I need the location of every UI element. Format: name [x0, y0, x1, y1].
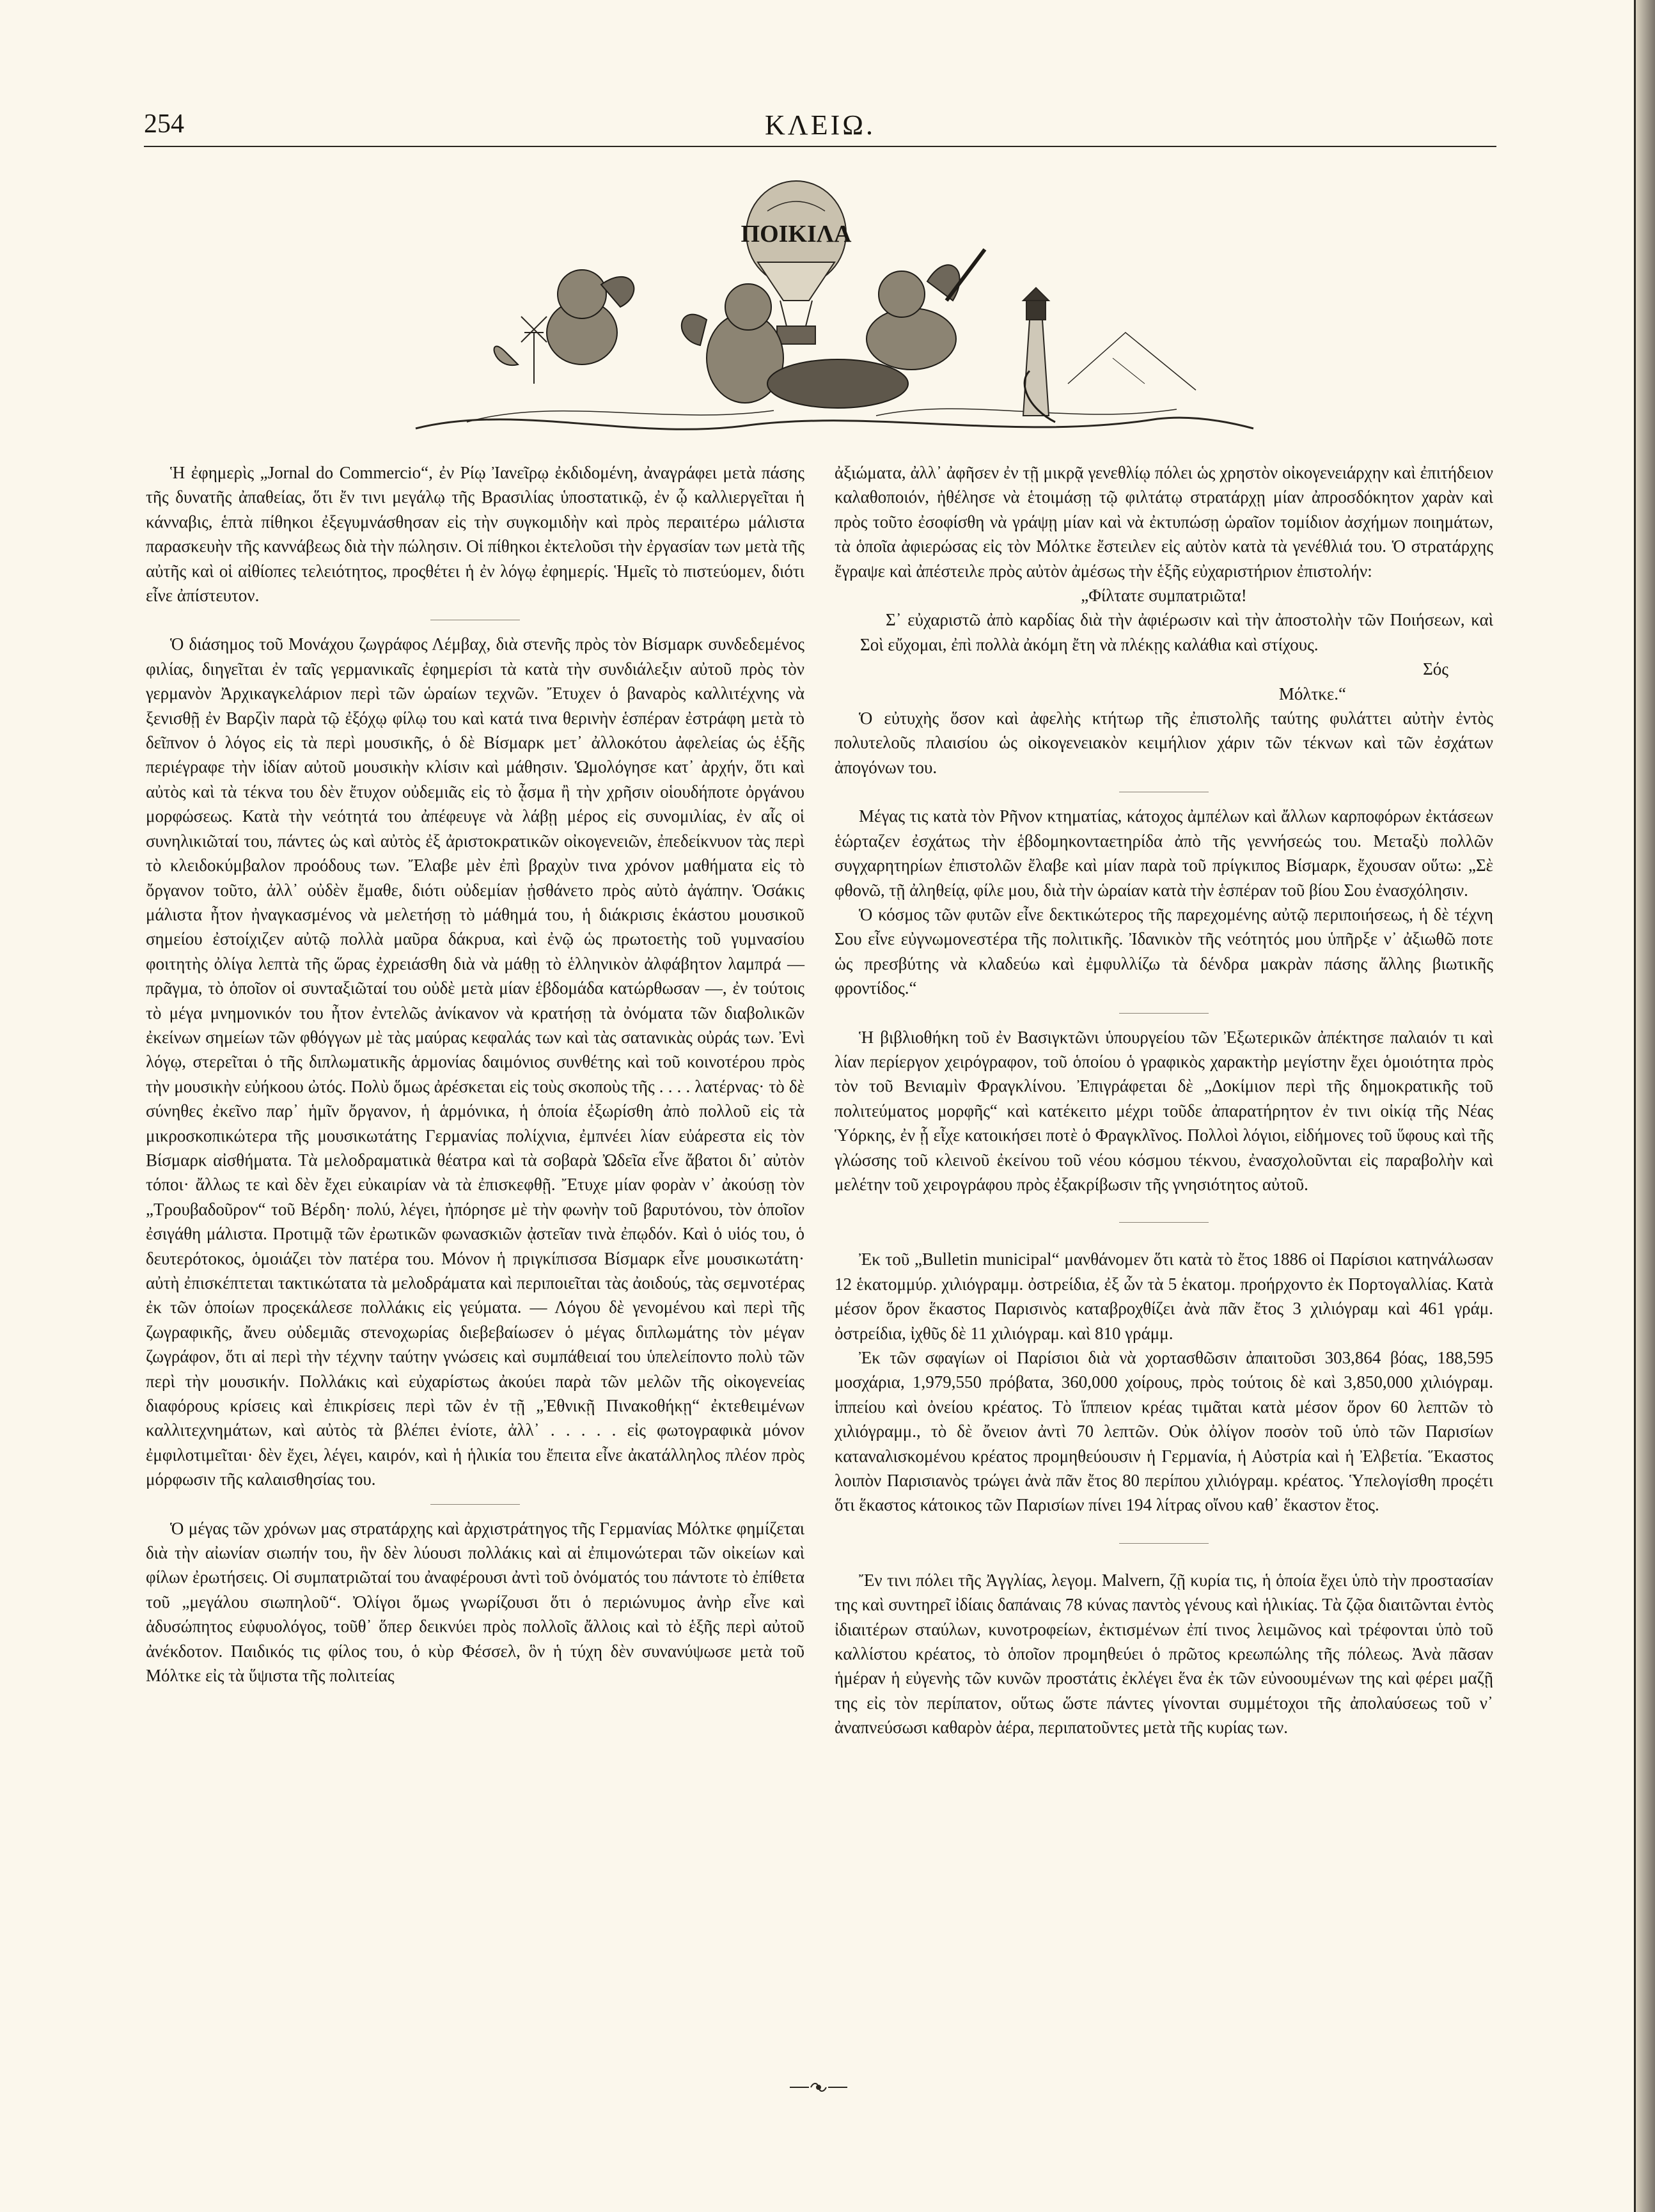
section-separator: [1119, 1543, 1209, 1544]
article-monkeys-hemp: Ἡ ἐφημερὶς „Jornal do Commercio“, ἐν Ρίῳ Ἰανεῖρῳ ἐκδιδομένη, ἀναγράφει μετὰ πάσης τῆς δυνατῆς ἀπαθείας, ὅτι ἔν τινι μεγάλῳ τῆς Βρασιλίας ὑποστατικῷ, ἐν ᾧ καλλιεργεῖται ἡ κάνναβις, ἑπτὰ πίθηκοι ἐξεγυμνάσθησαν εἰς τὴν συγκομιδὴν καὶ πρὸς περαιτέρω μάλιστα παρασκευὴν τῆς καννάβεως διὰ τὴν πώλησιν. Οἱ πίθηκοι ἐκτελοῦσι τὴν ἐργασίαν των μετὰ τῆς αὐτῆς καὶ οἱ αἰθίοπες τελειότητος, προςθέτει ἡ ἐν λόγῳ ἐφημερίς. Ἡμεῖς τὸ πιστεύομεν, διότι εἶνε ἀπίστευτον.: [146, 463, 804, 606]
right-column: [835, 460, 1493, 1740]
page-gutter-shadow: [1636, 0, 1655, 2212]
section-separator: [1119, 1222, 1209, 1223]
article-bismarck-music: Ὁ διάσημος τοῦ Μονάχου ζωγράφος Λέμβαχ, διὰ στενῆς πρὸς τὸν Βίσμαρκ συνδεδεμένος φιλίας, διηγεῖται ἐν ταῖς γερμανικαῖς ἐφημερίσι τὰ κατὰ τὴν συνδιάλεξιν αὐτοῦ πρὸς τὸν γερμανὸν Ἀρχικαγκελάριον περὶ τῶν ὡραίων τεχνῶν. Ἔτυχεν ὁ βαναρὸς καλλιτέχνης νὰ ξενισθῇ ἐν Βαρζὶν παρὰ τῷ ἐξόχῳ φίλῳ του καὶ κατά τινα θερινὴν ἑσπέραν ἐστράφη μετὰ τὸ δεῖπνον ὁ λόγος εἰς τὰ περὶ μουσικῆς, ὁ δὲ Βίσμαρκ μετ᾽ ἀλλοκότου ἀφελείας ὡς ἑξῆς περιέγραφε τὴν ἰδίαν αὐτοῦ μουσικὴν κλίσιν καὶ μάθησιν. Ὡμολόγησε κατ᾽ ἀρχήν, ὅτι καὶ αὐτὸς καὶ τὰ τέκνα του δὲν ἔτυχον οὐδεμιᾶς εἰς τὸ ᾆσμα ἢ τὴν χρῆσιν οἱουδήποτε ὀργάνου μορφώσεως. Κατὰ τὴν νεότητά του ἀπέφευγε νὰ λάβῃ μέρος εἰς συνομιλίας, ἐν αἷς οἱ συνηλικιῶταί του, πάντες ὡς καὶ αὐτὸς ἐξ ἀριστοκρατικῶν οἰκογενειῶν, ἐπεδείκνυον τὰς περὶ τὸ κλειδοκύμβαλον προόδους των. Ἔλαβε μὲν ἐπὶ βραχὺν τινα χρόνον μαθήματα εἰς τὸ ὄργανον τοῦτο, ἀλλ᾽ οὐδὲν ἔμαθε, διότι οὐδεμίαν ᾐσθάνετο πρὸς αὐτὸ ἀγάπην. Ὁσάκις μάλιστα ἦτον ἠναγκασμένος νὰ μελετήσῃ τὸ μάθημά του, ἡ διάκρισις ἑκάστου μουσικοῦ σημείου ἐστοίχιζεν αὐτῷ πολλὰ μαῦρα δάκρυα, καὶ ἐνῷ ὡς πρωτοετὴς τοῦ γυμνασίου φοιτητὴς ὀλίγα λεπτὰ τῆς ὥρας ἐχρειάσθη διὰ νὰ μάθῃ τὸ ἑλληνικὸν ἀλφάβητον λαμπρά — πρᾶγμα, τὸ ὁποῖον οἱ συνταξιῶταί του οὐδὲ μετὰ μίαν ἑβδομάδα κατώρθωσαν —, ἐν τούτοις τὸ μέγα μνημονικόν του ἦτον ἐντελῶς ἀνίκανον νὰ κρατήσῃ τὰ ὀνόματα τῶν διαβολικῶν ἐκείνων σημείων τῶν φθόγγων μὲ τὰς μαύρας κεφαλάς των καὶ τὰς σατανικὰς οὐράς των. Ἐνὶ λόγῳ, στερεῖται ὁ τῆς διπλωματικῆς ἁρμονίας δαιμόνιος συνθέτης καὶ τοῦ κοινοτέρου πρὸς τὴν μουσικὴν εὐήκοου ὠτός. Πολὺ ὅμως ἀρέσκεται εἰς τοὺς σκοποὺς τῆς . . . . λατέρνας· τὸ δὲ σύνηθες ἐκεῖνο παρ᾽ ἡμῖν ὄργανον, ἡ ἁρμόνικα, ἡ ὁποία ἐξωρίσθη ἀπὸ πολλοῦ εἰς τὰ μικροσκοπικώτερα τῆς μουσικωτάτης Γερμανίας πολίχνια, ἐμπνέει λίαν εὐάρεστα εἰς τὸν Βίσμαρκ αἰσθήματα. Τὰ μελοδραματικὰ θέατρα καὶ τὰ σοβαρὰ Ὠδεῖα εἶνε ἄβατοι δι᾽ αὐτὸν τόποι· ἄλλως τε καὶ δὲν ἔχει εὐκαιρίαν νὰ τὰ ἐπισκεφθῇ. Ἔτυχε μίαν φορὰν ν᾽ ἀκούσῃ τὸν „Τρουβαδοῦρον“ τοῦ Βέρδη· πολύ, λέγει, ἠπόρησε μὲ τὴν φωνὴν τοῦ βαρυτόνου, τὸν ὁποῖον ἐσιγάθη μάλιστα. Προτιμᾷ τῶν ἐρωτικῶν φωνασκιῶν ᾀστεῖαν τινὰ ἐπῳδόν. Καὶ ὁ υἱός του, ὁ δευτερότοκος, ὁμοιάζει τὸν πατέρα του. Μόνον ἡ πριγκίπισσα Βίσμαρκ εἶνε μουσικωτάτη· αὐτὴ ἐπισκέπτεται τακτικώτατα τὰ μελοδράματα καὶ περιποιεῖται τὰς ἀοιδούς, τὰς σεμνοτέρας ἐκ τῶν ὁποίων προςεκάλεσε πολλάκις εἰς γεύματα. — Λόγου δὲ γενομένου καὶ περὶ τῆς ζωγραφικῆς, ἄνευ οὐδεμιᾶς στενοχωρίας διεβεβαίωσεν ὁ μέγας διπλωμάτης τὸν μέγαν ζωγράφον, ὅτι αἱ περὶ τὴν τέχνην ταύτην γνώσεις καὶ συμπάθειαί του ὑπελείποντο πολὺ τῶν περὶ τὴν μουσικήν. Πολλάκις καὶ εὐχαρίστως ἀκούει παρὰ τῶν μελῶν τῆς οἰκογενείας διαφόρους κρίσεις καὶ ἐπικρίσεις περὶ τῶν ἐν τῇ „Ἐθνικῇ Πινακοθήκῃ“ ἐκτεθειμένων καλλιτεχνημάτων, καὶ αὐτὸς τὰ βλέπει ἐνίοτε, ἀλλ᾽ . . . . . εἰς φωτογραφικὰ μόνον ἐμφιλοτιμεῖται· δὲν ἔχει, λέγει, καιρόν, καὶ ἡ ἡλικία του ἔπειτα εἶνε ἀκατάλληλος πλέον πρὸς μόρφωσιν τῆς καλαισθησίας του.: [146, 634, 804, 1489]
running-head: ΚΛΕΙΩ.: [765, 109, 875, 141]
end-ornament: [787, 2081, 851, 2094]
article-malvern-dogs: Ἔν τινι πόλει τῆς Ἀγγλίας, λεγομ. Malvern, ζῇ κυρία τις, ἡ ὁποία ἔχει ὑπὸ τὴν προστασίαν της καὶ συντηρεῖ ἰδίαις δαπάναις 78 κύνας παντὸς γένους καὶ ἡλικίας. Τὰ ζῷα διαιτῶνται ἐντὸς ἰδιαιτέρων σταύλων, κυνοτροφείων, ἐκτισμένων ἐπί τινος λειμῶνος καὶ τρέφονται ὑπὸ τοῦ καλλίστου κρέατος, τὸ ὁποῖον προμηθεύει ὁ πρῶτος κρεωπώλης τῆς πόλεως. Ἀνὰ πᾶσαν ἡμέραν ἡ εὐγενὴς τῶν κυνῶν προστάτις ἐκλέγει ἕνα ἐκ τῶν εὐνοουμένων της καὶ φέρει μαζῇ της εἰς τὸν περίπατον, οὕτως ὥστε πάντες γίνονται συμμέτοχοι τῆς ἀπολαύσεως τοῦ ν᾽ ἀναπνεύσωσι καθαρὸν ἀέρα, περιπατοῦντες μετὰ τῆς κυρίας των.: [835, 1570, 1493, 1737]
letter-signature: Μόλτκε.“: [1278, 684, 1346, 703]
section-separator: [430, 1504, 520, 1505]
article-moltke-continued: ἀξιώματα, ἀλλ᾽ ἀφῆσεν ἐν τῇ μικρᾷ γενεθλίῳ πόλει ὡς χρηστὸν οἰκογενειάρχην καὶ ἐπιτήδειον καλαθοποιόν, ἠθέλησε νὰ ἑτοιμάσῃ τῷ φιλτάτῳ στρατάρχῃ μίαν ἀπροσδόκητον χαρὰν καὶ πρὸς τοῦτο ἐσοφίσθη νὰ γράψῃ μίαν καὶ νὰ ἐκτυπώσῃ ὡραῖον τομίδιον ἀσχήμων ποιημάτων, τὰ ὁποῖα ἀφιερώσας εἰς τὸν Μόλτκε ἔστειλεν εἰς αὐτὸν κατὰ τὰ γενέθλιά του. Ὁ στρατάρχης ἔγραψε καὶ ἀπέστειλε πρὸς αὐτὸν ἀμέσως τὴν ἑξῆς εὐχαριστήριον ἐπιστολήν:: [835, 463, 1493, 581]
left-column: [146, 460, 804, 1688]
letter-closing: Σός: [1423, 659, 1448, 679]
article-franklin-manuscript: Ἡ βιβλιοθήκη τοῦ ἐν Βασιγκτῶνι ὑπουργείου τῶν Ἐξωτερικῶν ἀπέκτησε παλαιόν τι καὶ λίαν περίεργον χειρόγραφον, τοῦ ὁποίου ὁ γραφικὸς χαρακτὴρ μεγίστην ἔχει ὁμοιότητα πρὸς τὸν τοῦ Βενιαμὶν Φραγκλίνου. Ἐπιγράφεται δὲ „Δοκίμιον περὶ τῆς δημοκρατικῆς τοῦ πολιτεύματος μορφῆς“ καὶ κατέκειτο μέχρι τοῦδε ἀπαρατήρητον ἐν τινι οἰκίᾳ τῆς Νέας Ὑόρκης, ἐν ᾗ εἶχε κατοικήσει ποτὲ ὁ Φραγκλῖνος. Πολλοὶ λόγιοι, εἰδήμονες τοῦ ὕφους καὶ τῆς γλώσσης τοῦ κλεινοῦ ἐκείνου τοῦ νέου κόσμου τέκνου, ἐνασχολοῦνται εἰς παραβολὴν καὶ μελέτην τοῦ χειρογράφου πρὸς ἐξακρίβωσιν τῆς γνησιότητος αὐτοῦ.: [835, 1027, 1493, 1194]
section-separator: [1119, 1013, 1209, 1014]
article-moltke-end: Ὁ εὐτυχὴς ὅσον καὶ ἀφελὴς κτήτωρ τῆς ἐπιστολῆς ταύτης φυλάττει αὐτὴν ἐντὸς πολυτελοῦς πλαισίου ὡς οἰκογενειακὸν κειμήλιον χάριν τῶν τέκνων καὶ τῶν ἐσχάτων ἀπογόνων του.: [835, 709, 1493, 777]
article-paris-oysters: Ἐκ τοῦ „Bulletin municipal“ μανθάνομεν ὅτι κατὰ τὸ ἔτος 1886 οἱ Παρίσιοι κατηνάλωσαν 12 ἑκατομμύρ. χιλιόγραμμ. ὀστρείδια, ἐξ ὧν τὰ 5 ἑκατομ. προήρχοντο ἐκ Πορτογαλλίας. Κατὰ μέσον ὅρον ἕκαστος Παρισινὸς καταβροχθίζει ἀνὰ πᾶν ἔτος 3 χιλιόγραμ καὶ 461 γράμ. ὀστρείδια, ἰχθῦς δὲ 11 χιλιόγραμ. καὶ 810 γράμμ.: [835, 1250, 1493, 1343]
article-paris-meat: Ἐκ τῶν σφαγίων οἱ Παρίσιοι διὰ νὰ χορτασθῶσιν ἀπαιτοῦσι 303,864 βόας, 188,595 μοσχάρια, 1,979,550 πρόβατα, 360,000 χοίρους, πρὸς τούτοις δὲ καὶ 3,850,000 χιλιόγραμ. ἱππείου καὶ ὀνείου κρέατος. Τὸ ἵππειον κρέας τιμᾶται κατὰ μέσον ὅρον 60 λεπτῶν τὸ χιλιόγραμμ., τὸ δὲ ὄνειον ἀντὶ 70 λεπτῶν. Οὐκ ὀλίγον ποσὸν τοῦ ὑπὸ τῶν Παρισίων καταναλισκομένου κρέατος προμηθεύουσιν ἡ Γερμανία, ἡ Αὐστρία καὶ ἡ Ἐλβετία. Ἕκαστος λοιπὸν Παρισιανὸς τρώγει ἀνὰ πᾶν ἔτος 80 περίπου χιλιόγραμ. κρέατος. Ὑπελογίσθη προςέτι ὅτι ἕκαστος κάτοικος τῶν Παρισίων πίνει 194 λίτρας οἴνου καθ᾽ ἕκαστον ἔτος.: [835, 1348, 1493, 1515]
page-header: [144, 109, 1496, 147]
header-rule: [144, 146, 1496, 147]
letter-body: Σ᾽ εὐχαριστῶ ἀπὸ καρδίας διὰ τὴν ἀφιέρωσιν καὶ τὴν ἀποστολὴν τῶν Ποιήσεων, καὶ Σοὶ εὔχομαι, ἐπὶ πολλὰ ἀκόμη ἔτη νὰ πλέκῃς καλάθια καὶ στίχους.: [860, 610, 1493, 654]
page-number: 254: [144, 109, 184, 139]
poikila-vignette: [390, 173, 1260, 448]
article-rhine-landowner: Μέγας τις κατὰ τὸν Ρῆνον κτηματίας, κάτοχος ἀμπέλων καὶ ἄλλων καρποφόρων ἐκτάσεων ἑώρταζεν ἐσχάτως τὴν ἑβδομηκονταετηρίδα ἀπὸ τῆς γεννήσεώς του. Μεταξὺ πολλῶν συγχαρητηρίων ἐπιστολῶν ἔλαβε καὶ μίαν παρὰ τοῦ πρίγκιπος Βίσμαρκ, ἔχουσαν οὕτω: „Σὲ φθονῶ, τῇ ἀληθείᾳ, φίλε μου, διὰ τὴν ὡραίαν κατὰ τὴν ἑσπέραν τοῦ βίου Σου ἐνασχόλησιν.: [835, 806, 1493, 900]
balloon-title: ΠΟΙΚΙΛΑ: [741, 221, 852, 247]
letter-salutation: „Φίλτατε συμπατριῶτα!: [1081, 586, 1247, 606]
article-rhine-letter: Ὁ κόσμος τῶν φυτῶν εἶνε δεκτικώτερος τῆς παρεχομένης αὐτῷ περιποιήσεως, ἡ δὲ τέχνη Σου εἶνε εὐγνωμονεστέρα τῆς πολιτικῆς. Ἰδανικὸν τῆς νεότητός μου ὑπῆρξε ν᾽ ἀξιωθῶ ποτε ὡς πρεσβύτης νὰ κλαδεύω καὶ ἐμφυλλίζω τὰ δένδρα μακρὰν πάσης ἄλλης βιωτικῆς φροντίδος.“: [835, 904, 1493, 998]
article-moltke: Ὁ μέγας τῶν χρόνων μας στρατάρχης καὶ ἀρχιστράτηγος τῆς Γερμανίας Μόλτκε φημίζεται διὰ τὴν αἰωνίαν σιωπήν του, ἣν δὲν λύουσι πολλάκις καὶ αἱ ἐπιμονώτεραι τῶν οἰκείων καὶ φίλων ἐρωτήσεις. Οἱ συμπατριῶταί του ἀναφέρουσι ἀντὶ τοῦ ὀνόματός του πάντοτε τὸ ἐπίθετα τοῦ „μεγάλου σιωπηλοῦ“. Ὀλίγοι ὅμως γνωρίζουσι ὅτι ὁ περιώνυμος ἀνὴρ εἶνε καὶ ἀδυσώπητος εὐφυολόγος, τοῦθ᾽ ὅπερ δεικνύει πρὸς πολλοῖς ἄλλοις καὶ τὸ ἑξῆς περὶ αὐτοῦ ἀνέκδοτον. Παιδικός τις φίλος του, ὁ κὺρ Φέσσελ, ὃν ἡ τύχη δὲν συνανύψωσε μετὰ τοῦ Μόλτκε εἰς τὰ ὕψιστα τῆς πολιτείας: [146, 1518, 804, 1686]
